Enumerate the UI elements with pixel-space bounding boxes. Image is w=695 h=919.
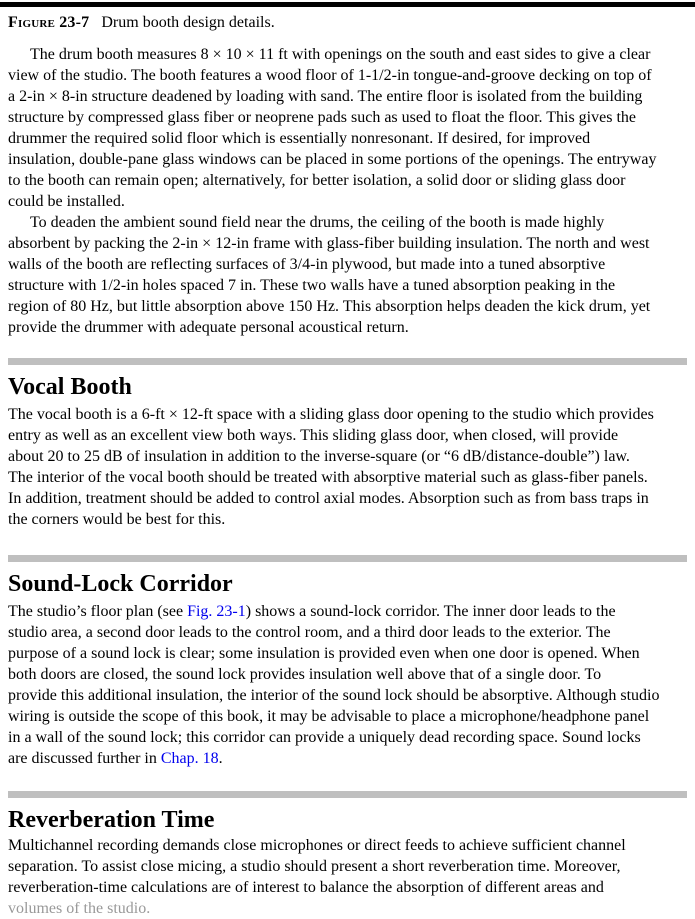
clipped-line: volumes of the studio. — [8, 900, 151, 917]
text-line: reverberation-time calculations are of interest to balance the absorption of different areas and — [8, 879, 604, 896]
figure-caption-text: Drum booth design details. — [101, 14, 275, 31]
text-line: To deaden the ambient sound field near the drums, the ceiling of the booth is made highly — [30, 214, 605, 231]
text-line — [8, 601, 687, 622]
text-line: in a wall of the sound lock; this corridor can provide a uniquely dead recording space. Sound locks — [8, 729, 641, 746]
figure-caption — [8, 13, 687, 33]
sound-lock-paragraph — [8, 601, 687, 769]
text-line: separation. To assist close micing, a studio should present a short reverberation time. Moreover, — [8, 858, 621, 875]
text-segment: . — [218, 750, 223, 767]
text-line: structure with 1/2-in holes spaced 7 in. These two walls have a tuned absorption peaking in the — [8, 277, 616, 294]
link-chap-18[interactable]: Chap. 18 — [160, 750, 219, 767]
text-line: both doors are closed, the sound lock provides insulation well above that of a single door. To — [8, 666, 602, 683]
text-segment: are discussed further in — [8, 750, 161, 767]
text-line: drummer the required solid floor which is essentially nonresonant. If desired, for improved — [8, 130, 591, 147]
text-line: The vocal booth is a 6-ft × 12-ft space with a sliding glass door opening to the studio which provides — [8, 406, 654, 423]
text-line: The interior of the vocal booth should be treated with absorptive material such as glass-fiber panels. — [8, 469, 648, 486]
text-line: about 20 to 25 dB of insulation in addition to the inverse-square (or “6 dB/distance-double”) law. — [8, 448, 630, 465]
link-fig-23-1[interactable]: Fig. 23-1 — [187, 603, 246, 620]
text-line: to the booth can remain open; alternatively, for better isolation, a solid door or sliding glass door — [8, 172, 626, 189]
text-line: absorbent by packing the 2-in × 12-in frame with glass-fiber building insulation. The north and west — [8, 235, 650, 252]
intro-paragraph-1 — [8, 44, 687, 212]
text-line: In addition, treatment should be added to control axial modes. Absorption such as from bass traps in — [8, 490, 649, 507]
text-line: entry as well as an excellent view both ways. This sliding glass door, when closed, will provide — [8, 427, 619, 444]
text-line: Multichannel recording demands close microphones or direct feeds to achieve sufficient channel — [8, 837, 626, 854]
section-divider — [8, 358, 687, 365]
text-line: wiring is outside the scope of this book, it may be advisable to place a microphone/headphone panel — [8, 708, 650, 725]
figure-top-rule — [0, 2, 695, 7]
text-line: The drum booth measures 8 × 10 × 11 ft with openings on the south and east sides to give a clear — [30, 46, 651, 63]
text-line: view of the studio. The booth features a wood floor of 1-1/2-in tongue-and-groove decking on top of — [8, 67, 652, 84]
text-line: walls of the booth are reflecting surfaces of 3/4-in plywood, but made into a tuned absorptive — [8, 256, 606, 273]
section-divider — [8, 555, 687, 562]
vocal-booth-paragraph — [8, 404, 687, 530]
section-heading-reverberation-time: Reverberation Time — [8, 807, 215, 833]
section-divider — [8, 791, 687, 798]
text-line: a 2-in × 8-in structure deadened by loading with sand. The entire floor is isolated from the building — [8, 88, 643, 105]
text-line: insulation, double-pane glass windows can be placed in some portions of the openings. The entryway — [8, 151, 657, 168]
text-line: provide this additional insulation, the interior of the sound lock should be absorptive. Although studio — [8, 687, 660, 704]
text-line: studio area, a second door leads to the control room, and a third door leads to the exterior. The — [8, 624, 611, 641]
section-heading-vocal-booth: Vocal Booth — [8, 374, 132, 400]
text-line: provide the drummer with adequate personal acoustical return. — [8, 319, 409, 336]
text-segment: The studio’s floor plan (see — [8, 603, 188, 620]
text-segment: ) shows a sound-lock corridor. The inner door leads to the — [245, 603, 616, 620]
section-heading-sound-lock-corridor: Sound-Lock Corridor — [8, 571, 233, 597]
text-line: purpose of a sound lock is clear; some insulation is provided even when one door is opened. When — [8, 645, 640, 662]
reverberation-paragraph — [8, 835, 687, 919]
book-page — [0, 2, 695, 917]
text-line: structure by compressed glass fiber or neoprene pads such as used to float the floor. This gives the — [8, 109, 636, 126]
text-line: could be installed. — [8, 193, 125, 210]
figure-caption-label: Figure 23-7 — [8, 14, 90, 31]
text-line: region of 80 Hz, but little absorption above 150 Hz. This absorption helps deaden the kick drum, yet — [8, 298, 651, 315]
text-line: the corners would be best for this. — [8, 511, 226, 528]
intro-paragraph-2 — [8, 212, 687, 338]
text-line — [8, 748, 687, 769]
